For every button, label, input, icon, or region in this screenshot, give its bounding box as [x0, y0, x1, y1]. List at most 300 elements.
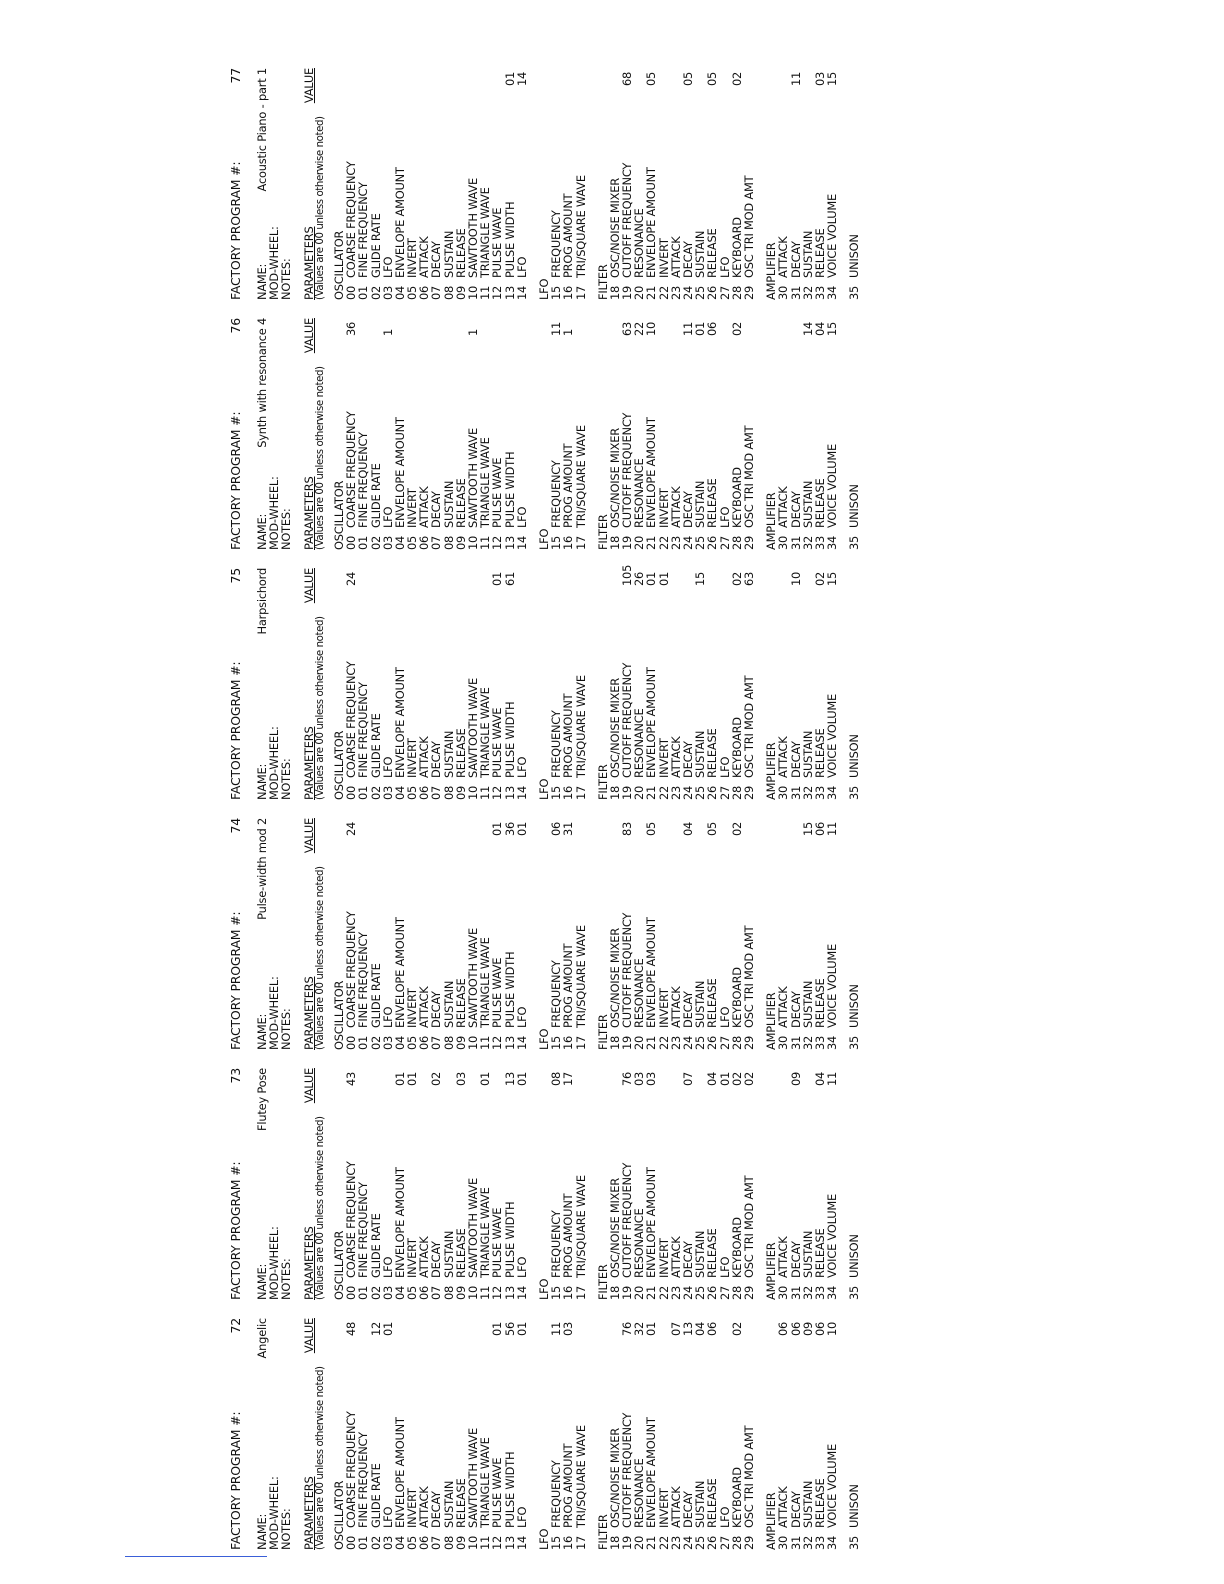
parameter-value: 04 [693, 1321, 708, 1336]
parameter-row [370, 60, 382, 300]
parameter-name: RESONANCE [632, 708, 647, 778]
parameter-value [370, 1060, 382, 1086]
parameter-name: DECAY [788, 741, 803, 778]
parameter-code: 20 [632, 785, 647, 800]
parameter-code: 16 [561, 1285, 576, 1300]
parameter-name: VOICE VOLUME [825, 1444, 840, 1528]
parameter-code: 18 [607, 285, 622, 300]
parameter-value [418, 810, 430, 836]
parameter-value [848, 1060, 860, 1086]
parameter-code: 29 [741, 1535, 756, 1550]
parameter-value [848, 810, 860, 836]
parameter-name: INVERT [405, 488, 420, 528]
parameter-name: OSC/NOISE MIXER [607, 428, 622, 528]
parameter-value: 06 [705, 321, 720, 336]
parameter-row [826, 60, 838, 300]
parameter-value: 15 [825, 571, 840, 586]
parameter-code: 06 [417, 285, 432, 300]
parameter-value [719, 810, 731, 836]
parameter-value: 03 [632, 1071, 647, 1086]
parameter-name: KEYBOARD [729, 967, 744, 1028]
parameter-name: ATTACK [668, 236, 683, 278]
parameter-row [357, 1310, 369, 1550]
parameter-code: 34 [825, 785, 840, 800]
parameter-value [479, 310, 491, 336]
modwheel-label: MOD-WHEEL: [267, 976, 282, 1050]
parameter-name: PULSE WAVE [490, 1207, 505, 1278]
parameter-value [719, 60, 731, 86]
parameter-value: 09 [788, 1071, 803, 1086]
section-title: AMPLIFIER [764, 992, 779, 1050]
parameter-name: RESONANCE [632, 958, 647, 1028]
parameter-code: 09 [453, 285, 468, 300]
parameter-name: LFO [380, 1256, 395, 1278]
parameter-row [743, 810, 755, 1050]
parameter-value: 63 [741, 571, 756, 586]
parameter-value: 24 [344, 571, 359, 586]
parameter-code: 04 [392, 785, 407, 800]
parameter-code: 13 [502, 785, 517, 800]
parameter-name: SUSTAIN [800, 1230, 815, 1278]
parameter-value: 06 [812, 821, 827, 836]
parameter-name: RELEASE [453, 228, 468, 278]
parameter-name: LFO [717, 1256, 732, 1278]
parameter-section [538, 810, 587, 1050]
factory-program-5 [230, 60, 990, 300]
parameter-code: 04 [392, 1035, 407, 1050]
parameter-code: 28 [729, 785, 744, 800]
parameter-row [504, 560, 516, 800]
parameter-code: 21 [644, 785, 659, 800]
program-header [230, 310, 244, 550]
parameter-code: 15 [549, 285, 564, 300]
program-header-label: FACTORY PROGRAM #: [228, 911, 243, 1050]
parameter-value: 01 [644, 1321, 659, 1336]
parameter-row [777, 1060, 789, 1300]
parameter-name: TRIANGLE WAVE [478, 1187, 493, 1278]
parameter-name: ATTACK [776, 1236, 791, 1278]
factory-program-3 [230, 560, 990, 800]
program-number: 75 [228, 568, 243, 584]
modwheel-label: MOD-WHEEL: [267, 1226, 282, 1300]
parameter-code: 15 [549, 535, 564, 550]
default-value-note: (Values are 00 unless otherwise noted) [314, 866, 326, 1050]
parameter-name: DECAY [788, 241, 803, 278]
parameter-value [418, 60, 430, 86]
parameter-code: 12 [490, 1285, 505, 1300]
parameter-row [370, 1310, 382, 1550]
parameter-code: 03 [380, 1285, 395, 1300]
parameter-name: ENVELOPE AMOUNT [644, 417, 659, 528]
parameter-value: 36 [502, 821, 517, 836]
parameter-value [491, 1060, 503, 1086]
parameter-value [467, 560, 479, 586]
parameter-row [848, 310, 860, 550]
parameter-value: 02 [729, 321, 744, 336]
parameter-name: ATTACK [417, 736, 432, 778]
parameter-row [575, 1060, 587, 1300]
parameter-row [743, 560, 755, 800]
unison-section [848, 1310, 860, 1550]
parameter-value: 17 [561, 1071, 576, 1086]
parameter-code: 19 [620, 285, 635, 300]
parameter-name: OSC TRI MOD AMT [741, 925, 756, 1028]
parameter-code: 27 [717, 285, 732, 300]
parameter-header [303, 310, 327, 550]
parameter-row [706, 810, 718, 1050]
parameter-row [719, 310, 731, 550]
parameter-code: 26 [705, 1035, 720, 1050]
parameter-value: 05 [644, 821, 659, 836]
parameter-name: RESONANCE [632, 1458, 647, 1528]
parameter-name: CUTOFF FREQUENCY [620, 912, 635, 1028]
parameter-row [562, 60, 574, 300]
parameter-code: 28 [729, 1035, 744, 1050]
parameter-code: 30 [776, 1535, 791, 1550]
parameters-label: PARAMETERS [301, 1226, 316, 1300]
program-header-label: FACTORY PROGRAM #: [228, 1411, 243, 1550]
parameter-name: DECAY [681, 1491, 696, 1528]
parameter-code: 05 [405, 785, 420, 800]
parameter-code: 19 [620, 1035, 635, 1050]
parameter-code: 33 [812, 785, 827, 800]
parameter-code: 32 [800, 1285, 815, 1300]
parameter-name: PULSE WIDTH [502, 451, 517, 528]
name-label: NAME: [255, 263, 269, 300]
program-meta [256, 1060, 293, 1300]
parameter-value: 31 [561, 821, 576, 836]
parameter-name: FINE FREQUENCY [356, 1432, 371, 1528]
parameter-value: 13 [502, 1071, 517, 1086]
parameter-name: OSC/NOISE MIXER [607, 1428, 622, 1528]
parameter-value [406, 1310, 418, 1336]
parameter-code: 19 [620, 535, 635, 550]
parameter-row [357, 810, 369, 1050]
parameter-row [790, 310, 802, 550]
factory-program-0 [230, 1310, 990, 1550]
program-number: 72 [228, 1318, 243, 1334]
parameters-label: PARAMETERS [301, 976, 316, 1050]
parameter-code: 10 [466, 1535, 481, 1550]
parameter-code: 31 [788, 1035, 803, 1050]
parameter-row [430, 60, 442, 300]
parameter-name: INVERT [405, 1488, 420, 1528]
parameter-value [848, 310, 860, 336]
parameter-name: ATTACK [668, 1236, 683, 1278]
parameter-code: 13 [502, 1035, 517, 1050]
parameter-value: 24 [344, 821, 359, 836]
section-title: FILTER [595, 1514, 610, 1550]
parameter-name: KEYBOARD [729, 1217, 744, 1278]
parameter-value [406, 560, 418, 586]
parameter-code: 31 [788, 1535, 803, 1550]
parameter-value [443, 1310, 455, 1336]
parameter-name: LFO [514, 1506, 529, 1528]
parameter-value [418, 310, 430, 336]
parameter-code: 17 [573, 785, 588, 800]
parameter-row [357, 1060, 369, 1300]
parameter-value [406, 60, 418, 86]
parameter-value: 06 [812, 1321, 827, 1336]
parameter-value [719, 560, 731, 586]
parameter-row [491, 310, 503, 550]
parameter-value: 02 [429, 1071, 444, 1086]
parameter-name: PULSE WIDTH [502, 951, 517, 1028]
parameter-code: 12 [490, 285, 505, 300]
parameter-code: 12 [490, 535, 505, 550]
parameter-name: RESONANCE [632, 458, 647, 528]
parameter-code: 00 [344, 1535, 359, 1550]
program-number: 77 [228, 68, 243, 84]
parameter-name: ENVELOPE AMOUNT [644, 917, 659, 1028]
parameter-name: COARSE FREQUENCY [344, 661, 359, 778]
parameter-header [303, 1060, 327, 1300]
parameter-value: 02 [729, 71, 744, 86]
parameter-name: LFO [380, 1006, 395, 1028]
parameter-name: PROG AMOUNT [561, 193, 576, 278]
parameter-row [777, 560, 789, 800]
parameters-label: PARAMETERS [301, 726, 316, 800]
parameter-value [443, 310, 455, 336]
parameter-row [848, 1060, 860, 1300]
parameter-code: 21 [644, 535, 659, 550]
parameter-section [333, 60, 528, 300]
section-title: OSCILLATOR [331, 730, 346, 800]
parameter-value [394, 1310, 406, 1336]
parameter-value [550, 560, 562, 586]
parameter-name: DECAY [681, 1241, 696, 1278]
program-header-label: FACTORY PROGRAM #: [228, 661, 243, 800]
parameter-code: 13 [502, 285, 517, 300]
parameter-name: ENVELOPE AMOUNT [644, 667, 659, 778]
parameter-code: 18 [607, 1535, 622, 1550]
program-number: 76 [228, 318, 243, 334]
parameter-value: 04 [812, 321, 827, 336]
parameter-row [719, 60, 731, 300]
parameter-value [443, 60, 455, 86]
parameter-name: PROG AMOUNT [561, 1443, 576, 1528]
parameter-name: LFO [514, 756, 529, 778]
parameter-value [455, 810, 467, 836]
parameter-name: INVERT [656, 238, 671, 278]
parameter-code: 02 [368, 535, 383, 550]
parameter-name: SUSTAIN [800, 480, 815, 528]
parameter-value: 68 [620, 71, 635, 86]
program-header [230, 1310, 244, 1550]
parameter-name: OSC TRI MOD AMT [741, 175, 756, 278]
parameter-name: TRIANGLE WAVE [478, 937, 493, 1028]
parameter-name: UNISON [847, 484, 862, 528]
parameter-value: 03 [644, 1071, 659, 1086]
parameter-value [743, 810, 755, 836]
parameter-code: 22 [656, 535, 671, 550]
parameter-code: 06 [417, 1285, 432, 1300]
notes-label: NOTES: [279, 258, 294, 300]
parameter-code: 22 [656, 1285, 671, 1300]
parameter-name: OSC/NOISE MIXER [607, 928, 622, 1028]
parameter-value: 01 [514, 1071, 529, 1086]
parameter-code: 32 [800, 1035, 815, 1050]
parameter-name: PULSE WAVE [490, 707, 505, 778]
factory-program-1 [230, 1060, 990, 1300]
parameter-code: 05 [405, 285, 420, 300]
parameter-name: SUSTAIN [693, 1480, 708, 1528]
parameter-value [418, 1310, 430, 1336]
parameter-code: 27 [717, 1035, 732, 1050]
program-header [230, 1060, 244, 1300]
parameter-name: SUSTAIN [441, 1480, 456, 1528]
parameter-value [345, 60, 357, 86]
parameter-code: 25 [693, 1535, 708, 1550]
parameter-code: 14 [514, 1035, 529, 1050]
parameters-label: PARAMETERS [301, 476, 316, 550]
parameter-code: 05 [405, 1285, 420, 1300]
parameter-code: 30 [776, 1035, 791, 1050]
parameter-name: GLIDE RATE [368, 213, 383, 278]
parameter-code: 08 [441, 285, 456, 300]
parameter-code: 11 [478, 285, 493, 300]
parameter-name: SUSTAIN [441, 230, 456, 278]
value-label: VALUE [301, 818, 316, 854]
parameter-code: 29 [741, 785, 756, 800]
default-value-note: (Values are 00 unless otherwise noted) [314, 366, 326, 550]
section-title: FILTER [595, 1264, 610, 1300]
parameter-name: RELEASE [453, 728, 468, 778]
parameter-row [516, 1060, 528, 1300]
parameter-name: ATTACK [668, 1486, 683, 1528]
parameter-code: 16 [561, 535, 576, 550]
parameter-code: 32 [800, 535, 815, 550]
parameter-name: FREQUENCY [549, 1210, 564, 1278]
section-title: OSCILLATOR [331, 1480, 346, 1550]
parameter-code: 26 [705, 1285, 720, 1300]
parameter-row [706, 1310, 718, 1550]
section-title: LFO [536, 278, 551, 300]
parameter-value: 15 [693, 571, 708, 586]
parameter-row [826, 560, 838, 800]
parameter-name: SUSTAIN [693, 1230, 708, 1278]
parameter-row [777, 310, 789, 550]
parameter-row [826, 1060, 838, 1300]
parameter-value [479, 60, 491, 86]
parameter-value [719, 1310, 731, 1336]
parameter-name: RELEASE [453, 1478, 468, 1528]
parameter-code: 00 [344, 785, 359, 800]
parameter-name: LFO [717, 1006, 732, 1028]
parameter-name: ENVELOPE AMOUNT [644, 1167, 659, 1278]
parameter-code: 05 [405, 1035, 420, 1050]
parameter-code: 21 [644, 1035, 659, 1050]
parameter-name: RELEASE [812, 478, 827, 528]
parameter-name: PULSE WAVE [490, 207, 505, 278]
parameter-name: FREQUENCY [549, 1460, 564, 1528]
parameter-code: 14 [514, 1285, 529, 1300]
parameter-name: ENVELOPE AMOUNT [392, 917, 407, 1028]
parameter-value: 105 [620, 564, 635, 586]
parameter-name: UNISON [847, 1484, 862, 1528]
parameter-code: 20 [632, 1035, 647, 1050]
parameter-row [826, 810, 838, 1050]
parameter-name: PULSE WIDTH [502, 701, 517, 778]
parameter-section [597, 60, 755, 300]
parameter-value: 04 [812, 1071, 827, 1086]
parameter-code: 02 [368, 1535, 383, 1550]
parameter-code: 25 [693, 1035, 708, 1050]
parameter-name: OSC TRI MOD AMT [741, 1175, 756, 1278]
parameter-name: CUTOFF FREQUENCY [620, 162, 635, 278]
parameter-value: 01 [644, 571, 659, 586]
parameter-name: DECAY [788, 991, 803, 1028]
parameter-code: 25 [693, 535, 708, 550]
parameter-value [430, 1310, 442, 1336]
parameter-value: 76 [620, 1071, 635, 1086]
parameter-code: 18 [607, 1285, 622, 1300]
parameter-row [790, 60, 802, 300]
parameter-name: COARSE FREQUENCY [344, 1411, 359, 1528]
parameter-name: ATTACK [776, 236, 791, 278]
parameter-name: GLIDE RATE [368, 963, 383, 1028]
parameter-code: 13 [502, 1285, 517, 1300]
parameter-code: 10 [466, 535, 481, 550]
parameter-name: PROG AMOUNT [561, 943, 576, 1028]
parameter-value [455, 1310, 467, 1336]
parameter-name: FINE FREQUENCY [356, 182, 371, 278]
parameter-value: 48 [344, 1321, 359, 1336]
parameter-value [382, 810, 394, 836]
parameter-name: OSC/NOISE MIXER [607, 1178, 622, 1278]
parameter-name: CUTOFF FREQUENCY [620, 1412, 635, 1528]
parameter-value [430, 310, 442, 336]
parameter-name: SUSTAIN [441, 730, 456, 778]
parameter-value: 04 [681, 821, 696, 836]
parameter-name: RELEASE [812, 1478, 827, 1528]
parameter-name: RELEASE [705, 978, 720, 1028]
parameter-row [430, 1310, 442, 1550]
parameter-code: 16 [561, 1535, 576, 1550]
parameter-code: 17 [573, 1285, 588, 1300]
parameter-value: 10 [644, 321, 659, 336]
section-title: LFO [536, 778, 551, 800]
parameter-name: UNISON [847, 734, 862, 778]
parameter-name: FREQUENCY [549, 710, 564, 778]
parameter-name: PULSE WIDTH [502, 1201, 517, 1278]
modwheel-label: MOD-WHEEL: [267, 226, 282, 300]
parameter-value: 04 [705, 1071, 720, 1086]
parameter-value: 11 [825, 1071, 840, 1086]
parameter-value: 11 [788, 71, 803, 86]
parameter-name: ATTACK [417, 236, 432, 278]
parameter-value [382, 60, 394, 86]
parameter-value [670, 560, 682, 586]
parameter-name: LFO [717, 756, 732, 778]
parameter-section [333, 1310, 528, 1550]
parameter-section [538, 560, 587, 800]
parameter-section [597, 560, 755, 800]
parameter-code: 32 [800, 1535, 815, 1550]
section-title: AMPLIFIER [764, 742, 779, 800]
parameter-code: 20 [632, 535, 647, 550]
parameter-value [743, 1310, 755, 1336]
name-label: NAME: [255, 763, 269, 800]
parameter-section [333, 560, 528, 800]
parameter-value [790, 810, 802, 836]
parameter-name: RELEASE [812, 228, 827, 278]
parameter-row [430, 310, 442, 550]
parameter-name: FINE FREQUENCY [356, 682, 371, 778]
parameter-code: 35 [847, 285, 862, 300]
parameter-code: 18 [607, 785, 622, 800]
parameter-code: 26 [705, 785, 720, 800]
